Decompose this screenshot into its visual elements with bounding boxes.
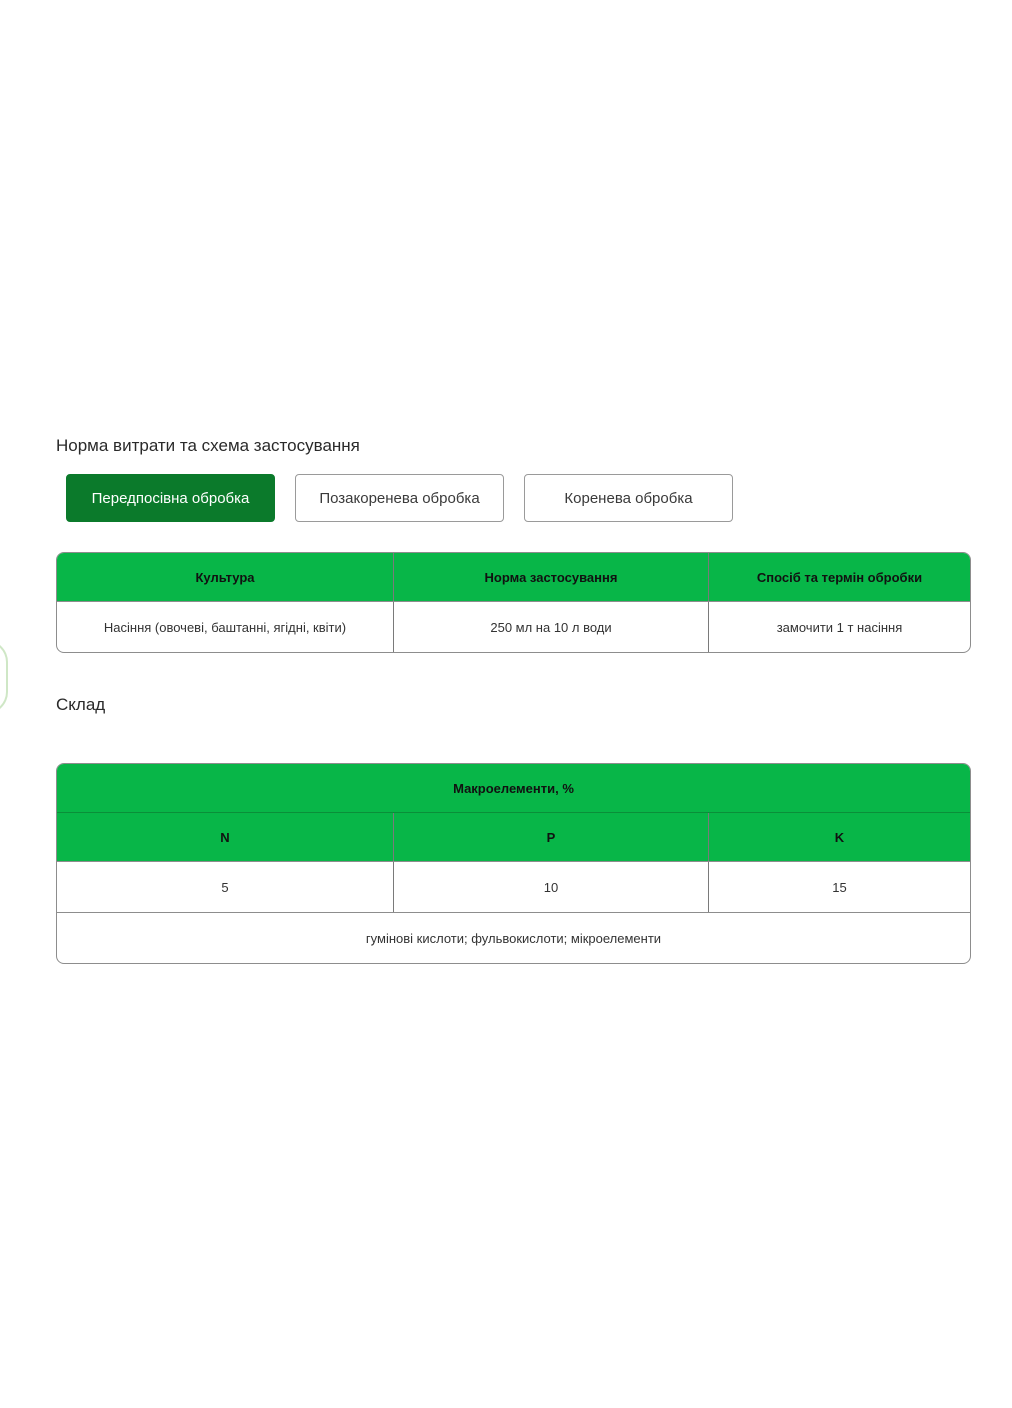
composition-section-title: Склад: [56, 695, 106, 714]
cell-culture: Насіння (овочеві, баштанні, ягідні, квіти): [103, 619, 347, 635]
header-application-rate: Норма застосування: [393, 553, 708, 601]
composition-header-row: [57, 812, 970, 861]
header-method-timing: Спосіб та термін обробки: [708, 553, 970, 601]
tab-foliar-treatment[interactable]: Позакоренева обробка: [295, 474, 504, 522]
usage-section-title: Норма витрати та схема застосування: [56, 436, 360, 455]
cell-method-timing: замочити 1 т насіння: [708, 602, 970, 652]
table-row: [57, 861, 970, 912]
decorative-leaf-outline: [0, 640, 8, 714]
header-k: K: [708, 813, 970, 861]
header-macroelements: Макроелементи, %: [57, 764, 970, 812]
header-culture: Культура: [57, 553, 393, 601]
cell-k-value: 15: [708, 862, 970, 912]
composition-table: [56, 763, 971, 964]
cell-p-value: 10: [393, 862, 708, 912]
tab-presowing-treatment[interactable]: Передпосівна обробка: [66, 474, 275, 522]
composition-note-row: [57, 912, 970, 963]
table-row: [57, 601, 970, 652]
usage-table: [56, 552, 971, 653]
usage-table-header-row: [57, 553, 970, 601]
cell-application-rate: 250 мл на 10 л води: [393, 602, 708, 652]
header-n: N: [57, 813, 393, 861]
cell-additional-components: гумінові кислоти; фульвокислоти; мікроелементи: [365, 930, 662, 946]
cell-n-value: 5: [221, 879, 229, 895]
composition-group-header-row: [57, 764, 970, 812]
tab-root-treatment[interactable]: Коренева обробка: [524, 474, 733, 522]
header-p: P: [393, 813, 708, 861]
